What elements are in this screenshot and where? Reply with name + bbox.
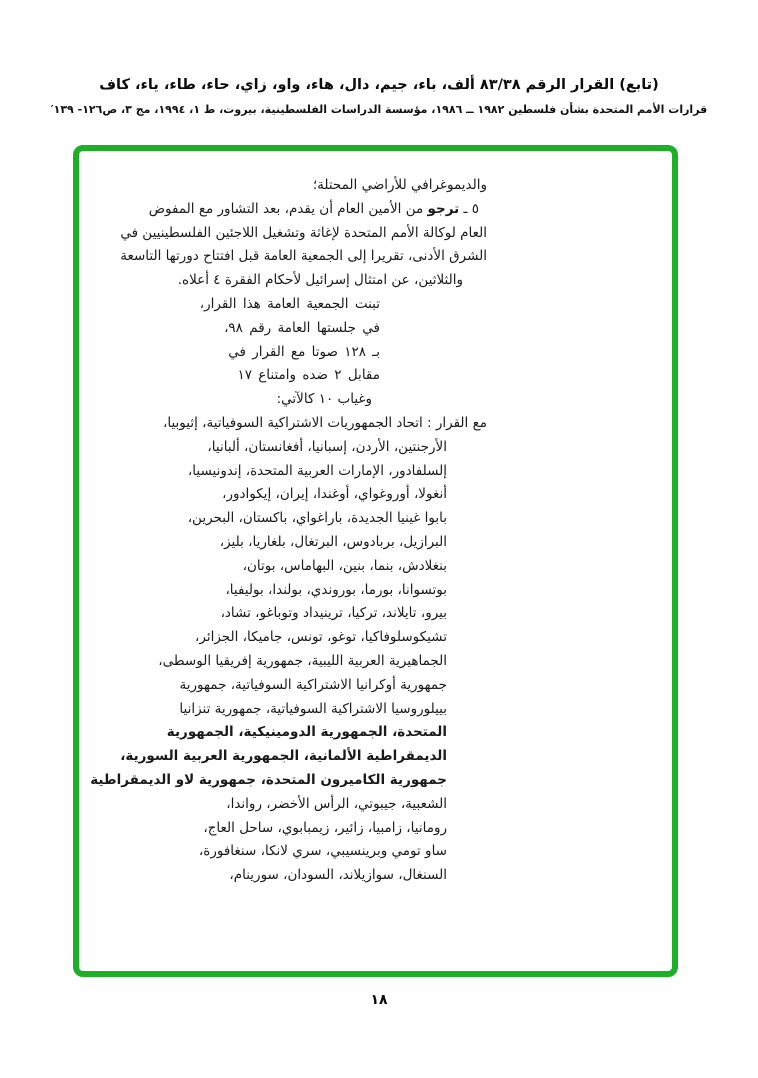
country-list-line: جمهورية الكاميرون المتحدة، جمهورية لاو الديمقراطية (90, 771, 447, 788)
country-list-line: أنغولا، أوروغواي، أوغندا، إيران، إيكوادور، (222, 486, 447, 503)
paragraph-5-line-2: العام لوكالة الأمم المتحدة لإغاثة وتشغيل اللاجئين الفلسطينيين في (120, 224, 487, 241)
adoption-votes-against-line: مقابل ٢ ضده وامتناع ١٧ (237, 367, 380, 384)
country-list-line: إلسلفادور، الإمارات العربية المتحدة، إندونيسيا، (187, 462, 447, 479)
country-list-line: الأرجنتين، الأردن، إسبانيا، أفغانستان، ألبانيا، (207, 438, 447, 455)
country-list-line: ساو تومي وبرينسيبي، سري لانكا، سنغافورة، (198, 843, 447, 860)
country-list-line: البرازيل، بربادوس، البرتغال، بلغاريا، بليز، (219, 533, 447, 550)
resolution-body (90, 174, 487, 888)
country-list-line: المتحدة، الجمهورية الدومينيكية، الجمهورية (166, 724, 447, 741)
country-list-line: رومانيا، زامبيا، زائير، زيمبابوي، ساحل العاج، (203, 819, 447, 836)
country-list-line: بابوا غينيا الجديدة، باراغواي، باكستان، البحرين، (187, 510, 447, 527)
adoption-absent-line: وغياب ١٠ كالآتي: (276, 391, 372, 408)
country-list-line: الجماهيرية العربية الليبية، جمهورية إفريقيا الوسطى، (158, 652, 447, 669)
adoption-session-line: في جلستها العامة رقم ٩٨، (224, 319, 380, 336)
page-number: ١٨ (370, 992, 388, 1008)
page-header (0, 76, 758, 117)
paragraph-5-line-1 (148, 198, 487, 222)
vote-for-label-line: مع القرار : اتحاد الجمهوريات الاشتراكية السوفياتية، إثيوبيا، (162, 414, 487, 431)
paragraph-5-text: من الأمين العام أن يقدم، بعد التشاور مع المفوض (148, 200, 424, 217)
operative-verb: ترجو (427, 200, 460, 217)
country-list-line: تشيكوسلوفاكيا، توغو، تونس، جاميكا، الجزائر، (195, 629, 447, 646)
paragraph-5-line-4: والثلاثين، عن امتثال إسرائيل لأحكام الفقرة ٤ أعلاه. (177, 272, 463, 289)
resolution-title: (تابع) القرار الرقم ٨٣/٣٨ ألف، باء، جيم، دال، هاء، واو، زاي، حاء، طاء، ياء، كاف (99, 77, 659, 93)
country-list-line: بوتسوانا، بورما، بوروندي، بولندا، بوليفيا، (225, 581, 447, 598)
country-list-line: جمهورية أوكرانيا الاشتراكية السوفياتية، جمهورية (179, 676, 447, 693)
country-list-line: بنغلادش، بنما، بنين، البهاماس، بوتان، (242, 557, 447, 574)
source-citation: قرارات الأمم المتحدة بشأن فلسطين ١٩٨٢ ــ ١٩٨٦، مؤسسة الدراسات الفلسطينية، بيروت، ط ١، ١٩٩٤، مج ٣، ص١٢٦- ١٣٩′ (50, 103, 708, 116)
paragraph-number: ٥ ـ (463, 200, 479, 217)
country-list-line: بييلوروسيا الاشتراكية السوفياتية، جمهورية تنزانيا (179, 700, 447, 717)
country-list-line: الديمقراطية الألمانية، الجمهورية العربية السورية، (120, 748, 447, 765)
adoption-line: تبنت الجمعية العامة هذا القرار، (199, 295, 380, 312)
adoption-votes-for-line: بـ ١٢٨ صوتا مع القرار في (228, 343, 380, 360)
country-list-line: بيرو، تايلاند، تركيا، ترينيداد وتوباغو، تشاد، (220, 605, 447, 622)
country-list-line: الشعبية، جيبوتي، الرأس الأخضر، رواندا، (226, 795, 447, 812)
country-list-line: السنغال، سوازيلاند، السودان، سورينام، (229, 867, 447, 884)
paragraph-5-line-3: الشرق الأدنى، تقريرا إلى الجمعية العامة قبل افتتاح دورتها التاسعة (120, 248, 487, 265)
continuation-line: والديموغرافي للأراضي المحتلة؛ (312, 177, 487, 193)
